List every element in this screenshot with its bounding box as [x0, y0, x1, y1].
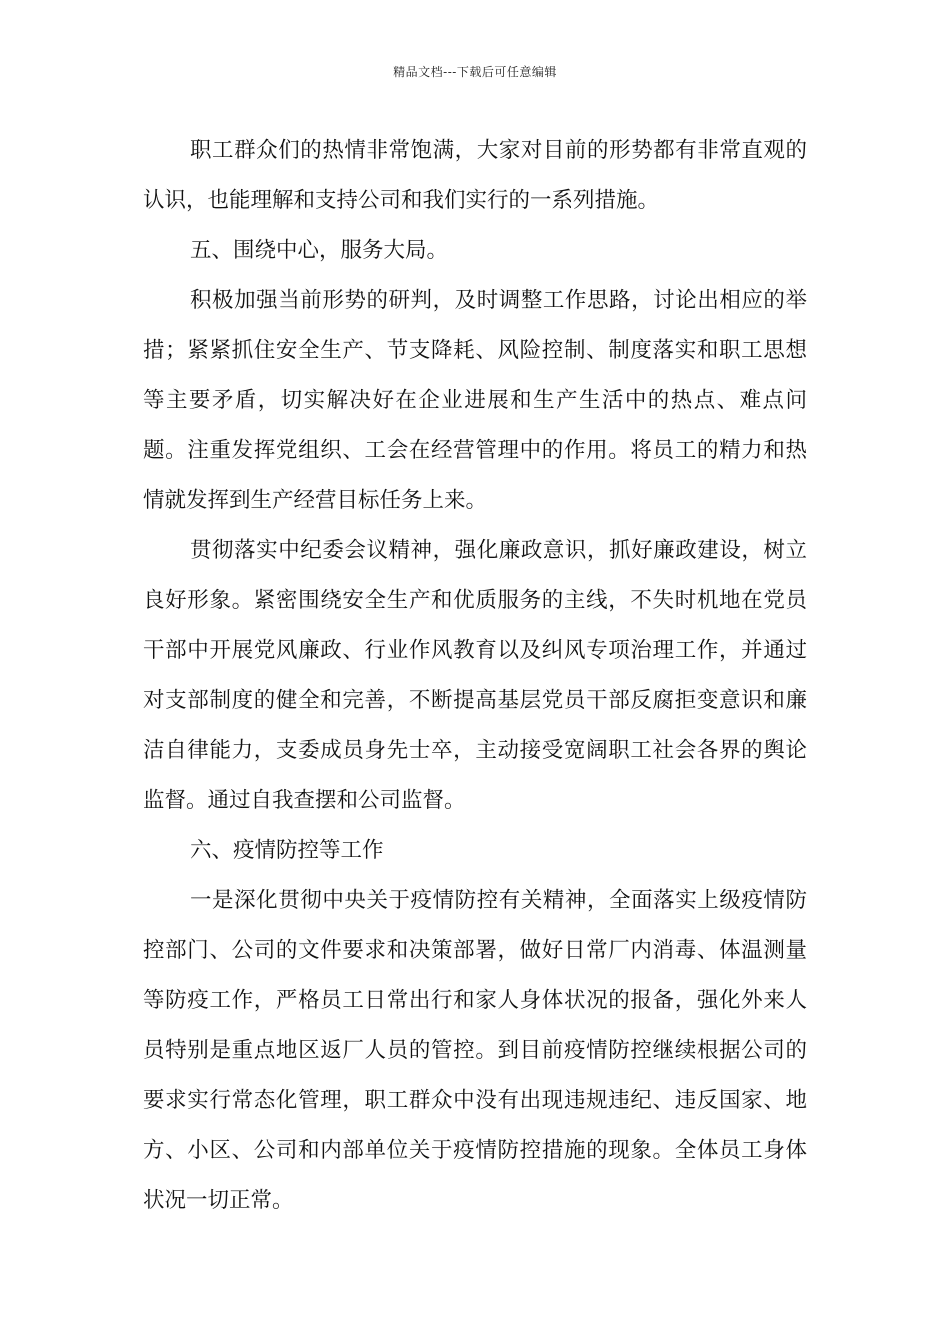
paragraph-epidemic: 一是深化贯彻中央关于疫情防控有关精神，全面落实上级疫情防控部门、公司的文件要求和决策部署，做好日常厂内消毒、体温测量等防疫工作，严格员工日常出行和家人身体状况的报备，强化外来人员特别是重点地区返厂人员的管控。到目前疫情防控继续根据公司的要求实行常态化管理，职工群众中没有出现违规违纪、违反国家、地方、小区、公司和内部单位关于疫情防控措施的现象。全体员工身体状况一切正常。: [143, 888, 807, 1213]
paragraph-situation: 积极加强当前形势的研判，及时调整工作思路，讨论出相应的举措；紧紧抓住安全生产、节支降耗、风险控制、制度落实和职工思想等主要矛盾，切实解决好在企业进展和生产生活中的热点、难点问题。注重发挥党组织、工会在经营管理中的作用。将员工的精力和热情就发挥到生产经营目标任务上来。: [143, 288, 807, 513]
paragraph-integrity: 贯彻落实中纪委会议精神，强化廉政意识，抓好廉政建设，树立良好形象。紧密围绕安全生产和优质服务的主线，不失时机地在党员干部中开展党风廉政、行业作风教育以及纠风专项治理工作，并通过对支部制度的健全和完善，不断提高基层党员干部反腐拒变意识和廉洁自律能力，支委成员身先士卒，主动接受宽阔职工社会各界的舆论监督。通过自我查摆和公司监督。: [143, 538, 807, 813]
document-body: [143, 126, 807, 1226]
paragraph-intro: 职工群众们的热情非常饱满，大家对目前的形势都有非常直观的认识，也能理解和支持公司和我们实行的一系列措施。: [143, 138, 807, 213]
page-header: 精品文档---下载后可任意编辑: [393, 65, 557, 79]
section-heading-5: 五、围绕中心，服务大局。: [190, 238, 449, 263]
section-heading-6: 六、疫情防控等工作: [190, 838, 384, 863]
